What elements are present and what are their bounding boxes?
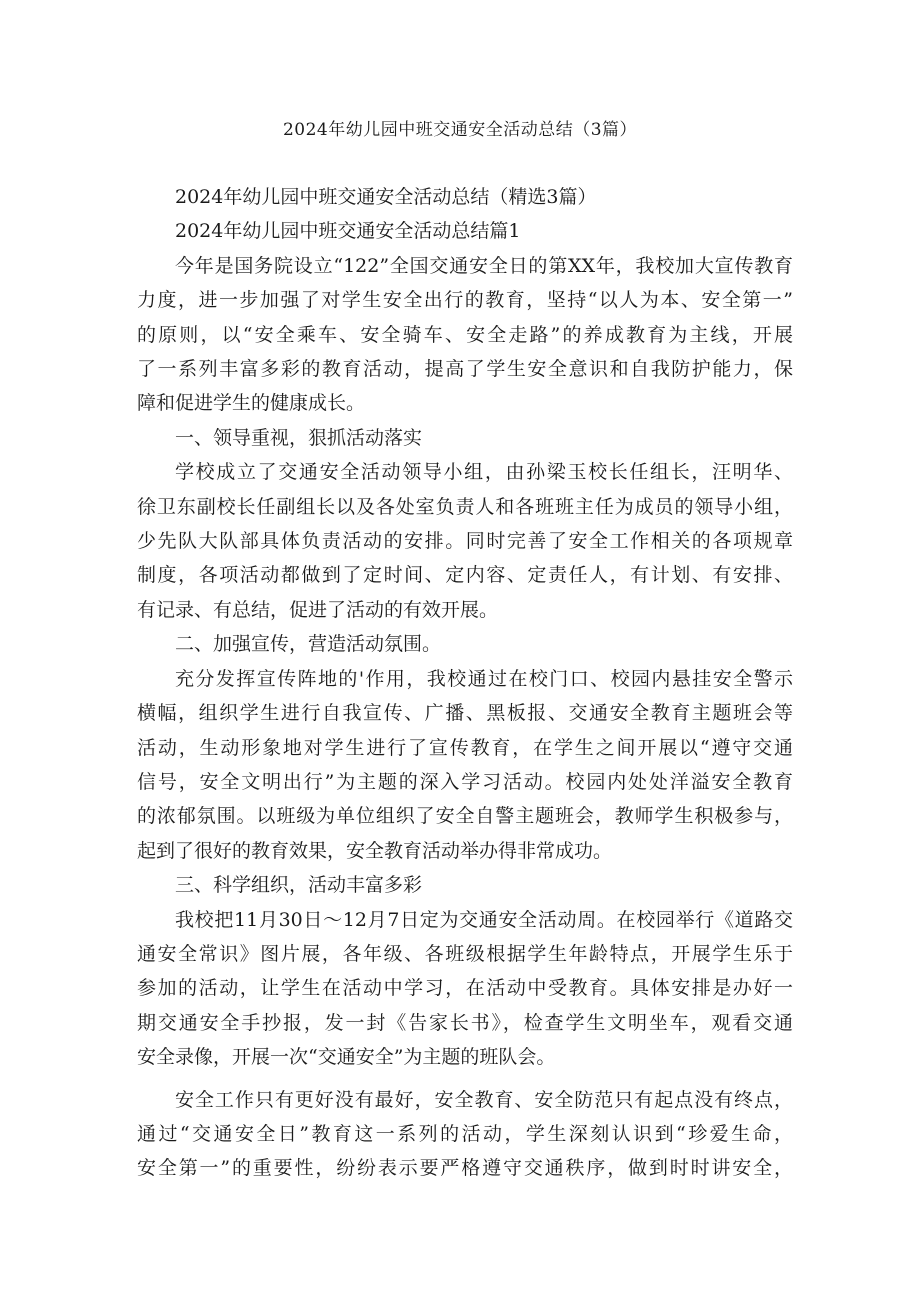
paragraph-line: 期交通安全手抄报，发一封《告家长书》，检查学生文明坐车，观看交通 bbox=[137, 1011, 793, 1034]
paragraph-line: 徐卫东副校长任副组长以及各处室负责人和各班班主任为成员的领导小组， bbox=[137, 495, 793, 518]
section-heading: 二、加强宣传，营造活动氛围。 bbox=[175, 633, 442, 656]
paragraph-line: 少先队大队部具体负责活动的安排。同时完善了安全工作相关的各项规章 bbox=[137, 530, 793, 553]
paragraph-line: 的原则，以“安全乘车、安全骑车、安全走路”的养成教育为主线，开展 bbox=[137, 323, 793, 346]
paragraph-line: 有记录、有总结，促进了活动的有效开展。 bbox=[137, 598, 499, 621]
section-heading: 一、领导重视，狠抓活动落实 bbox=[175, 426, 423, 449]
paragraph-line: 信号，安全文明出行”为主题的深入学习活动。校园内处处洋溢安全教育 bbox=[137, 770, 793, 793]
paragraph-line: 充分发挥宣传阵地的'作用，我校通过在校门口、校园内悬挂安全警示 bbox=[175, 667, 793, 690]
paragraph-line: 安全录像，开展一次“交通安全”为主题的班队会。 bbox=[137, 1046, 556, 1069]
subtitle-line: 2024年幼儿园中班交通安全活动总结（精选3篇） bbox=[175, 186, 597, 208]
paragraph-line: 安全第一”的重要性，纷纷表示要严格遵守交通秩序，做到时时讲安全， bbox=[137, 1157, 793, 1180]
paragraph-line: 横幅，组织学生进行自我宣传、广播、黑板报、交通安全教育主题班会等 bbox=[137, 702, 793, 725]
paragraph-line: 制度，各项活动都做到了定时间、定内容、定责任人，有计划、有安排、 bbox=[137, 564, 793, 587]
paragraph-line: 通过“交通安全日”教育这一系列的活动，学生深刻认识到“珍爱生命， bbox=[137, 1122, 793, 1145]
paragraph-line: 通安全常识》图片展，各年级、各班级根据学生年龄特点，开展学生乐于 bbox=[137, 942, 793, 965]
paragraph-line: 今年是国务院设立“122”全国交通安全日的第XX年，我校加大宣传教育 bbox=[175, 254, 793, 277]
paragraph-line: 学校成立了交通安全活动领导小组，由孙梁玉校长任组长，汪明华、 bbox=[175, 461, 793, 484]
paragraph-line: 的浓郁氛围。以班级为单位组织了安全自警主题班会，教师学生积极参与， bbox=[137, 805, 793, 828]
paragraph-line: 起到了很好的教育效果，安全教育活动举办得非常成功。 bbox=[137, 839, 613, 862]
document-title: 2024年幼儿园中班交通安全活动总结（3篇） bbox=[282, 120, 638, 140]
paragraph-line: 障和促进学生的健康成长。 bbox=[137, 392, 366, 415]
section-heading: 三、科学组织，活动丰富多彩 bbox=[175, 874, 423, 897]
section-heading: 2024年幼儿园中班交通安全活动总结篇1 bbox=[175, 220, 521, 243]
paragraph-line: 参加的活动，让学生在活动中学习，在活动中受教育。具体安排是办好一 bbox=[137, 977, 793, 1000]
paragraph-line: 了一系列丰富多彩的教育活动，提高了学生安全意识和自我防护能力，保 bbox=[137, 358, 793, 381]
paragraph-spacer bbox=[137, 1075, 793, 1083]
paragraph-line: 力度，进一步加强了对学生安全出行的教育，坚持“以人为本、安全第一” bbox=[137, 289, 793, 312]
paragraph-line: 我校把11月30日～12月7日定为交通安全活动周。在校园举行《道路交 bbox=[175, 908, 793, 931]
paragraph-line: 安全工作只有更好没有最好，安全教育、安全防范只有起点没有终点， bbox=[175, 1088, 793, 1111]
paragraph-line: 活动，生动形象地对学生进行了宣传教育，在学生之间开展以“遵守交通 bbox=[137, 736, 793, 759]
document-body bbox=[137, 180, 793, 1186]
